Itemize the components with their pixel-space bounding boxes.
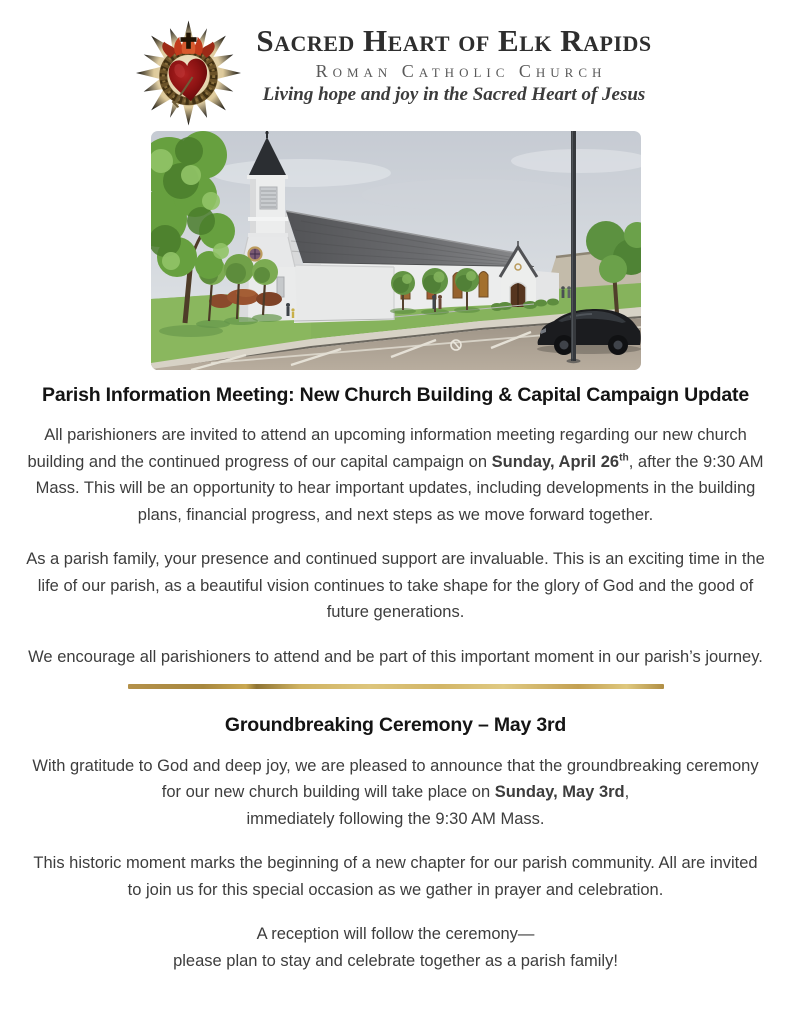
gold-divider: [128, 684, 664, 689]
paragraph-encourage-attend: We encourage all parishioners to attend and be part of this important moment in our parish’s journey.: [28, 647, 763, 666]
sacred-heart-emblem-icon: [132, 15, 245, 129]
paragraph-parish-family: As a parish family, your presence and continued support are invaluable. This is an exciting time in the life of our parish, as a beautiful vision continues to take shape for the glory of God and the good of future generations.: [26, 550, 765, 622]
section-information-meeting: [26, 383, 766, 670]
paragraph-reception: A reception will follow the ceremony— please plan to stay and celebrate together as a parish family!: [173, 925, 618, 970]
header: [0, 0, 791, 129]
church-subtitle: Roman Catholic Church: [315, 60, 607, 81]
paragraph-groundbreaking-announce: With gratitude to God and deep joy, we are pleased to announce that the groundbreaking ceremony for our new church building will take place on Sunday, May 3rd, immediately following the 9:30 AM Mass.: [32, 756, 759, 828]
paragraph-historic-moment: This historic moment marks the beginning of a new chapter for our parish community. All are invited to join us for this special occasion as we gather in prayer and celebration.: [33, 854, 758, 899]
header-text: [239, 15, 669, 106]
section-groundbreaking: [26, 713, 766, 974]
new-church-architectural-rendering: [151, 131, 641, 370]
groundbreaking-heading: Groundbreaking Ceremony – May 3rd: [224, 714, 567, 737]
church-tagline: Living hope and joy in the Sacred Heart of Jesus: [262, 83, 646, 105]
church-name: Sacred Heart of Elk Rapids: [256, 23, 652, 58]
paragraph-meeting-invite: All parishioners are invited to attend an upcoming information meeting regarding our new church building and the continued progress of our capital campaign on Sunday, April 26th, after the 9:30 AM Mass. This will be an opportunity to hear important updates, including developments in the building plans, financial progress, and next steps as we move forward together.: [27, 426, 764, 524]
information-meeting-heading: Parish Information Meeting: New Church Building & Capital Campaign Update: [42, 384, 749, 406]
